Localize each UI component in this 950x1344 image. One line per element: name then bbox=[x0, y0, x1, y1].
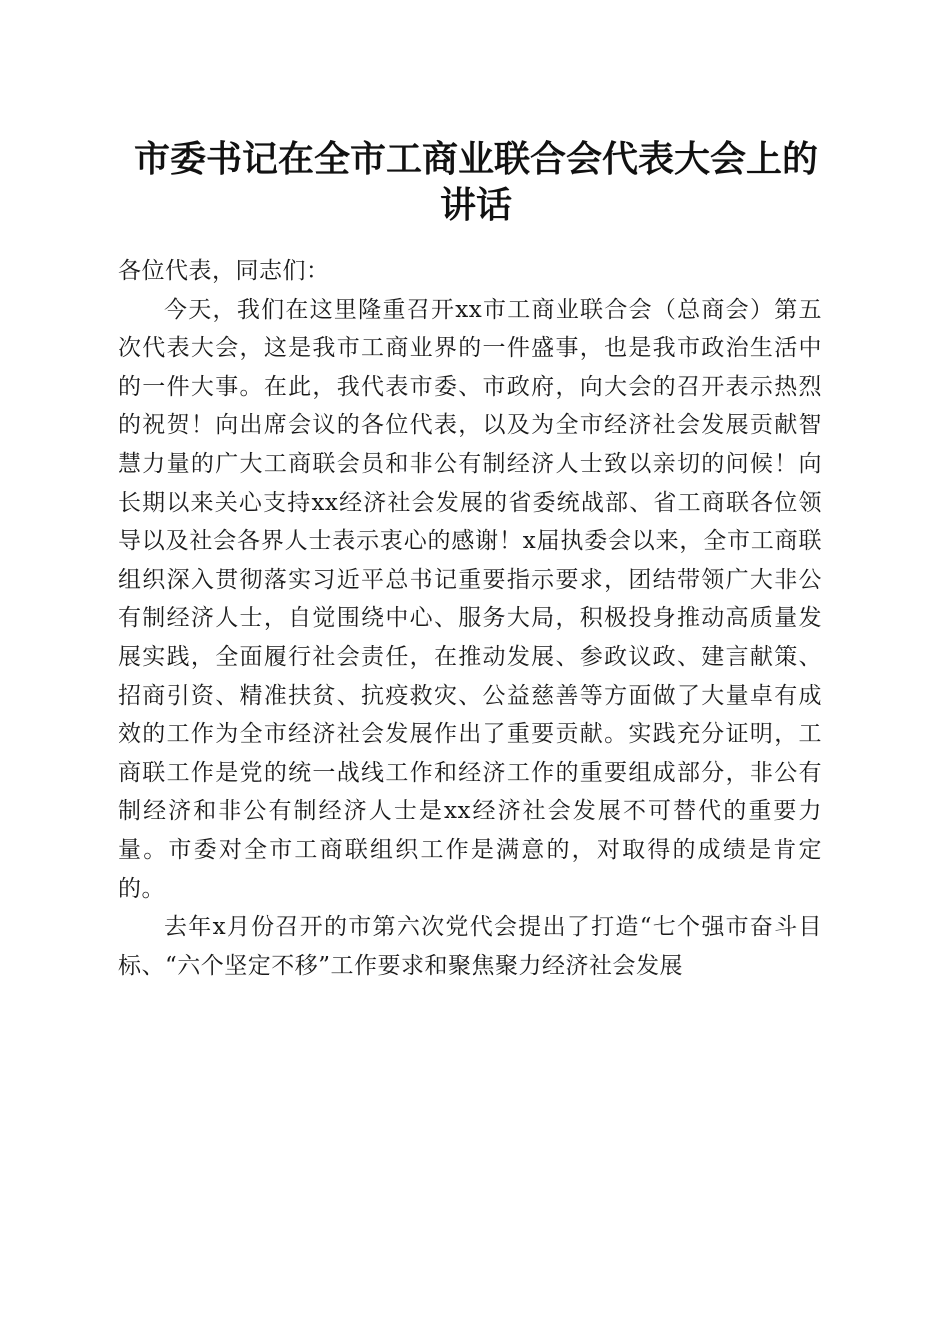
paragraph-2: 去年x月份召开的市第六次党代会提出了打造“七个强市奋斗目标、“六个坚定不移”工作要求和聚焦聚力经济社会发展 bbox=[118, 914, 822, 979]
document-body bbox=[118, 252, 822, 985]
salutation: 各位代表，同志们： bbox=[118, 258, 330, 284]
paragraph-1: 今天，我们在这里隆重召开xx市工商业联合会（总商会）第五次代表大会，这是我市工商业界的一件盛事，也是我市政治生活中的一件大事。在此，我代表市委、市政府，向大会的召开表示热烈的祝贺！向出席会议的各位代表，以及为全市经济社会发展贡献智慧力量的广大工商联会员和非公有制经济人士致以亲切的问候！向长期以来关心支持xx经济社会发展的省委统战部、省工商联各位领导以及社会各界人士表示衷心的感谢！x届执委会以来，全市工商联组织深入贯彻落实习近平总书记重要指示要求，团结带领广大非公有制经济人士，自觉围绕中心、服务大局，积极投身推动高质量发展实践，全面履行社会责任，在推动发展、参政议政、建言献策、招商引资、精准扶贫、抗疫救灾、公益慈善等方面做了大量卓有成效的工作为全市经济社会发展作出了重要贡献。实践充分证明，工商联工作是党的统一战线工作和经济工作的重要组成部分，非公有制经济和非公有制经济人士是xx经济社会发展不可替代的重要力量。市委对全市工商联组织工作是满意的，对取得的成绩是肯定的。 bbox=[118, 296, 822, 902]
document-title: 市委书记在全市工商业联合会代表大会上的讲话 bbox=[133, 138, 818, 226]
